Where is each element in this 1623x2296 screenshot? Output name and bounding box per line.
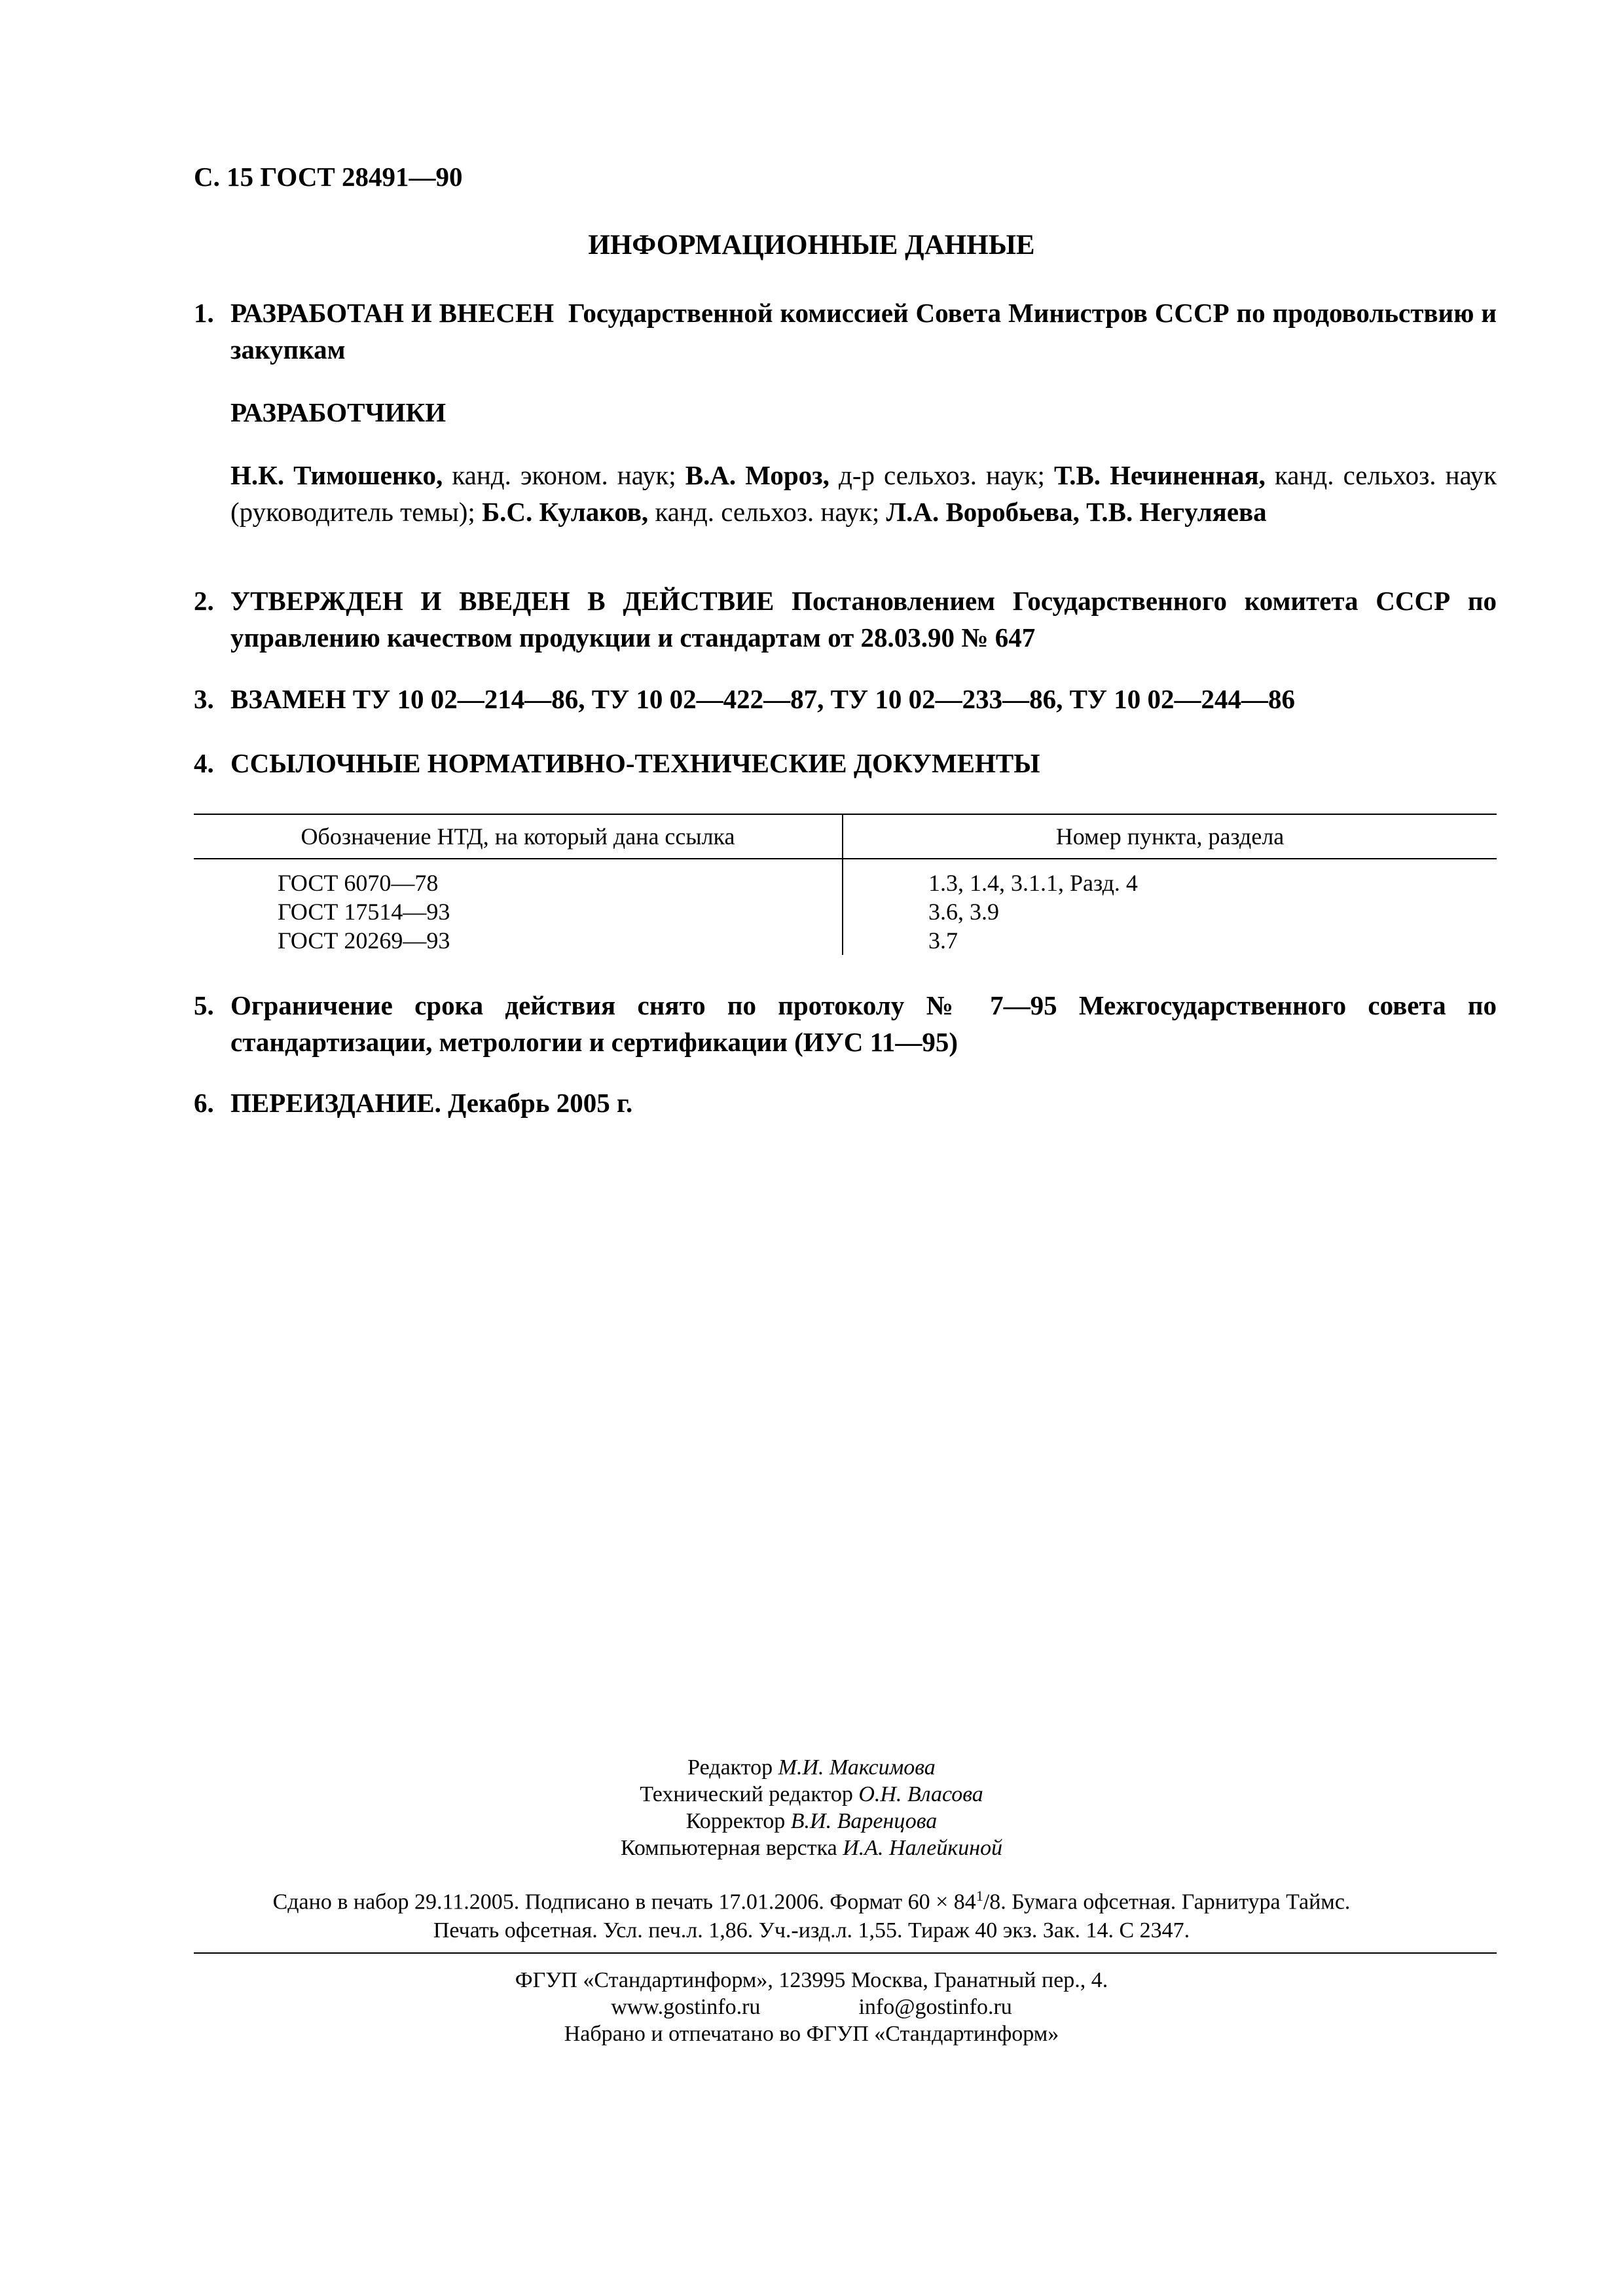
credit-line <box>0 1808 1623 1835</box>
developer-name: Л.А. Воробьева, Т.В. Негуляева <box>886 497 1267 527</box>
section-number: 1. <box>194 298 214 328</box>
table-row <box>194 859 1497 897</box>
imprint-line <box>0 1882 1623 1916</box>
references-table <box>194 814 1497 955</box>
developer-title: канд. эконом. наук; <box>452 460 676 490</box>
document-title: ИНФОРМАЦИОННЫЕ ДАННЫЕ <box>588 230 1035 260</box>
credit-name: И.А. Налейкиной <box>843 1836 1003 1860</box>
publisher-printed: Набрано и отпечатано во ФГУП «Стандартинформ» <box>564 2022 1059 2046</box>
section-text: Ограничение срока действия снято по протоколу № 7—95 Межгосударственного совета по стандартизации, метрологии и сертификации (ИУС 11—95) <box>230 990 1497 1057</box>
section-number: 4. <box>194 748 214 778</box>
developer-name: Т.В. Нечиненная, <box>1053 460 1266 490</box>
developers-list <box>230 457 1497 530</box>
section-3 <box>194 681 1497 717</box>
credit-label: Технический редактор <box>640 1782 853 1806</box>
publisher-address: ФГУП «Стандартинформ», 123995 Москва, Гранатный пер., 4. <box>515 1968 1108 1992</box>
section-5 <box>194 987 1497 1060</box>
imprint-text: /8. Бумага офсетная. Гарнитура Таймс. <box>983 1890 1351 1914</box>
publisher-block <box>0 1967 1623 2047</box>
credit-line <box>0 1754 1623 1781</box>
section-2 <box>194 583 1497 656</box>
table-header-row <box>194 814 1497 859</box>
website-link[interactable]: www.gostinfo.ru <box>611 1995 761 2019</box>
section-number: 3. <box>194 684 214 714</box>
credit-line <box>0 1781 1623 1808</box>
credit-label: Компьютерная верстка <box>620 1836 837 1860</box>
section-4 <box>194 745 1497 781</box>
email-link[interactable]: info@gostinfo.ru <box>858 1995 1012 2019</box>
section-number: 2. <box>194 586 214 616</box>
section-number: 5. <box>194 990 214 1020</box>
imprint-text: Сдано в набор 29.11.2005. Подписано в печать 17.01.2006. Формат 60 × 84 <box>272 1890 976 1914</box>
developer-name: В.А. Мороз, <box>685 460 830 490</box>
table-row <box>194 926 1497 955</box>
imprint-block <box>0 1882 1623 1945</box>
section-text: ССЫЛОЧНЫЕ НОРМАТИВНО-ТЕХНИЧЕСКИЕ ДОКУМЕНТЫ <box>230 748 1040 778</box>
column-header: Обозначение НТД, на который дана ссылка <box>194 814 843 859</box>
divider <box>194 1952 1497 1954</box>
section-text: ПЕРЕИЗДАНИЕ. Декабрь 2005 г. <box>230 1088 633 1118</box>
table-cell: ГОСТ 20269—93 <box>194 926 843 955</box>
table-row <box>194 897 1497 926</box>
developer-title: канд. сельхоз. наук; <box>655 497 880 527</box>
imprint-sup: 1 <box>976 1888 983 1904</box>
table-cell: ГОСТ 17514—93 <box>194 897 843 926</box>
credits-block <box>0 1754 1623 1861</box>
credit-label: Корректор <box>685 1809 786 1833</box>
section-1 <box>194 295 1497 530</box>
developer-title: канд. сельхоз. наук (руководитель темы); <box>230 460 1497 527</box>
developers-heading: РАЗРАБОТЧИКИ <box>230 397 447 427</box>
table-cell: ГОСТ 6070—78 <box>194 859 843 897</box>
page-header: С. 15 ГОСТ 28491—90 <box>194 162 463 192</box>
developer-name: Н.К. Тимошенко, <box>230 460 443 490</box>
developer-name: Б.С. Кулаков, <box>482 497 649 527</box>
table-cell: 3.6, 3.9 <box>928 899 999 925</box>
section-text: ВЗАМЕН ТУ 10 02—214—86, ТУ 10 02—422—87, ТУ 10 02—233—86, ТУ 10 02—244—86 <box>230 684 1296 714</box>
credit-name: О.Н. Власова <box>858 1782 983 1806</box>
publisher-contacts <box>0 1994 1623 2020</box>
table-cell: 3.7 <box>928 927 958 954</box>
developer-title: д-р сельхоз. наук; <box>838 460 1045 490</box>
section-lead: УТВЕРЖДЕН И ВВЕДЕН В ДЕЙСТВИЕ <box>230 586 775 616</box>
credit-line <box>0 1835 1623 1861</box>
section-number: 6. <box>194 1088 214 1118</box>
credit-name: М.И. Максимова <box>778 1755 936 1780</box>
section-6 <box>194 1085 1497 1121</box>
section-lead: РАЗРАБОТАН И ВНЕСЕН <box>230 298 555 328</box>
section-text: Государственной комиссией Совета Министров СССР по продовольствию и закупкам <box>230 298 1497 365</box>
section-text: Постановлением Государственного комитета СССР по управлению качеством продукции и стандартам от 28.03.90 № 647 <box>230 586 1497 653</box>
table-cell: 1.3, 1.4, 3.1.1, Разд. 4 <box>928 870 1138 896</box>
credit-name: В.И. Варенцова <box>790 1809 938 1833</box>
credit-label: Редактор <box>687 1755 773 1780</box>
column-header: Номер пункта, раздела <box>843 814 1497 859</box>
imprint-line: Печать офсетная. Усл. печ.л. 1,86. Уч.-изд.л. 1,55. Тираж 40 экз. Зак. 14. С 2347. <box>433 1918 1190 1943</box>
